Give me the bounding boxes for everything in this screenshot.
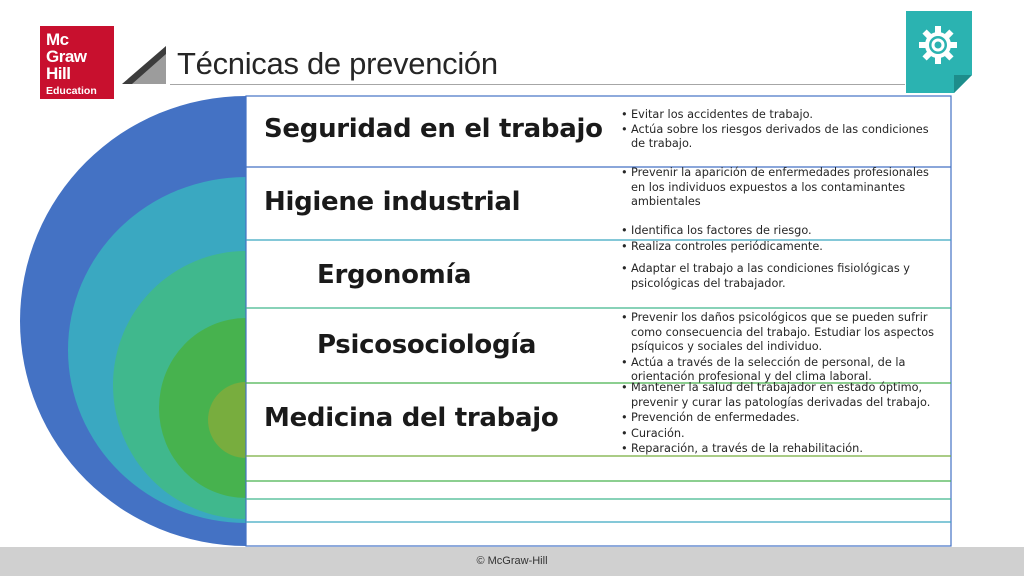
logo-text-education: Education bbox=[46, 85, 97, 97]
technique-label: Medicina del trabajo bbox=[264, 403, 559, 433]
bullet-item: • Prevención de enfermedades. bbox=[621, 411, 937, 426]
bullet-item: • Realiza controles periódicamente. bbox=[621, 240, 937, 255]
bullet-item: • Prevenir la aparición de enfermedades profesionales en los individuos expuestos a los contaminantes ambientales bbox=[621, 166, 937, 210]
bullet-item: • Identifica los factores de riesgo. bbox=[621, 224, 937, 239]
logo-text-mc: Mc bbox=[46, 30, 69, 49]
bullet-item: • Prevenir los daños psicológicos que se pueden sufrir como consecuencia del trabajo. Estudiar los aspectos psíquicos y sociales del individuo. bbox=[621, 311, 937, 355]
bullet-item: • Curación. bbox=[621, 427, 937, 442]
bullet-item: • Actúa sobre los riesgos derivados de las condiciones de trabajo. bbox=[621, 123, 937, 152]
technique-label: Seguridad en el trabajo bbox=[264, 114, 603, 144]
logo-text-hill: Hill bbox=[46, 64, 71, 83]
bullet-item: • Actúa a través de la selección de personal, de la orientación profesional y del clima laboral. bbox=[621, 356, 937, 385]
technique-bullets bbox=[621, 262, 937, 291]
technique-bullets bbox=[621, 108, 937, 152]
technique-row-psicosociologia bbox=[246, 308, 951, 383]
bullet-item: • Evitar los accidentes de trabajo. bbox=[621, 108, 937, 123]
bullet-item: • Mantener la salud del trabajador en estado óptimo, prevenir y curar las patologías derivadas del trabajo. bbox=[621, 381, 937, 410]
technique-label: Psicosociología bbox=[317, 330, 537, 360]
technique-bullets bbox=[621, 311, 937, 385]
page-title: Técnicas de prevención bbox=[177, 46, 498, 81]
technique-row-ergonomia bbox=[246, 240, 951, 308]
technique-row-higiene bbox=[246, 166, 951, 254]
technique-bullets bbox=[621, 381, 937, 457]
logo-text-graw: Graw bbox=[46, 47, 87, 66]
bullet-item: • Reparación, a través de la rehabilitación. bbox=[621, 442, 937, 457]
technique-label: Ergonomía bbox=[317, 260, 472, 290]
technique-row-seguridad bbox=[246, 96, 951, 167]
technique-row-medicina bbox=[246, 383, 951, 456]
technique-label: Higiene industrial bbox=[264, 187, 521, 217]
bullet-item: • Adaptar el trabajo a las condiciones fisiológicas y psicológicas del trabajador. bbox=[621, 262, 937, 291]
footer-copyright: © McGraw-Hill bbox=[0, 547, 1024, 576]
